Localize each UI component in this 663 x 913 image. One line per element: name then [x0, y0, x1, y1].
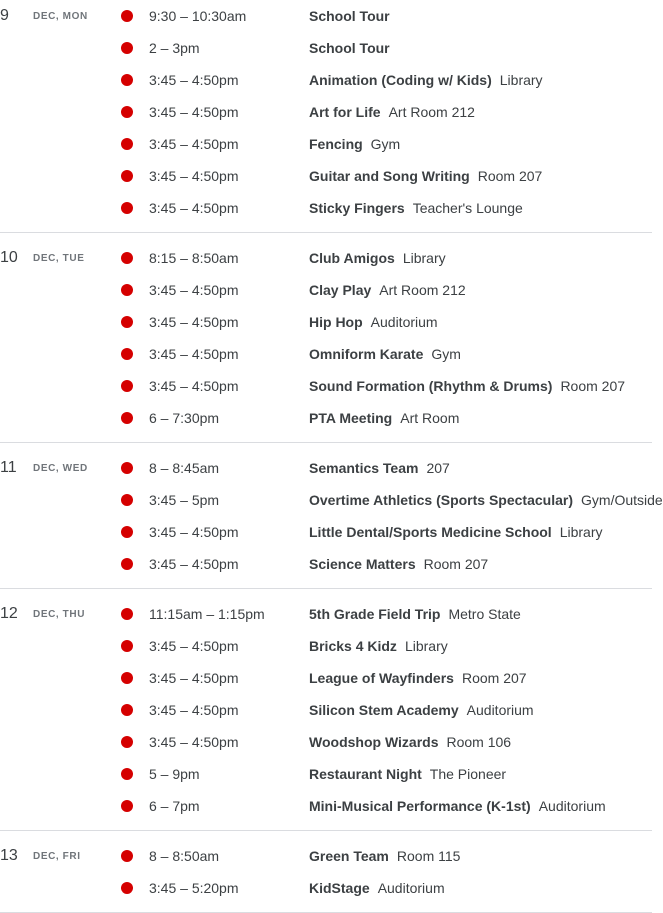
event-time: 3:45 – 4:50pm — [149, 104, 239, 120]
event-location: Library — [404, 638, 448, 654]
event-title: Bricks 4 Kidz — [309, 638, 397, 654]
event-time: 3:45 – 4:50pm — [149, 524, 239, 540]
day-number[interactable]: 10 — [0, 249, 18, 266]
event-time: 3:45 – 4:50pm — [149, 346, 239, 362]
event-row[interactable] — [0, 662, 652, 694]
event-location: Room 207 — [560, 378, 626, 394]
event-title: Art for Life — [309, 104, 381, 120]
event-title: Overtime Athletics (Sports Spectacular) — [309, 492, 574, 508]
event-location: Library — [499, 72, 543, 88]
event-time: 5 – 9pm — [149, 766, 200, 782]
event-color-dot-icon — [121, 10, 133, 22]
event-title: Club Amigos — [309, 250, 395, 266]
day-number[interactable]: 13 — [0, 847, 18, 864]
event-location: The Pioneer — [429, 766, 507, 782]
event-time: 3:45 – 4:50pm — [149, 734, 239, 750]
event-location: Room 207 — [461, 670, 527, 686]
event-time: 3:45 – 4:50pm — [149, 378, 239, 394]
event-location: Library — [402, 250, 446, 266]
agenda-day — [0, 589, 652, 831]
event-time: 2 – 3pm — [149, 40, 200, 56]
event-row[interactable] — [0, 452, 652, 484]
event-text — [309, 452, 450, 485]
event-text — [309, 484, 663, 517]
event-color-dot-icon — [121, 608, 133, 620]
event-row[interactable] — [0, 370, 652, 402]
event-color-dot-icon — [121, 412, 133, 424]
event-title: Silicon Stem Academy — [309, 702, 459, 718]
event-title: Little Dental/Sports Medicine School — [309, 524, 552, 540]
event-text — [309, 274, 466, 307]
event-text — [309, 516, 603, 549]
event-color-dot-icon — [121, 494, 133, 506]
event-time: 3:45 – 4:50pm — [149, 168, 239, 184]
day-number[interactable]: 12 — [0, 605, 18, 622]
event-title: Guitar and Song Writing — [309, 168, 470, 184]
event-title: League of Wayfinders — [309, 670, 454, 686]
event-text — [309, 306, 438, 339]
event-text — [309, 726, 511, 759]
event-location: 207 — [426, 460, 450, 476]
event-text — [309, 790, 606, 823]
event-row[interactable] — [0, 0, 652, 32]
day-label: DEC, TUE — [33, 253, 85, 264]
event-time: 8 – 8:45am — [149, 460, 220, 476]
event-time: 8:15 – 8:50am — [149, 250, 239, 266]
event-title: School Tour — [309, 40, 390, 56]
event-location: Auditorium — [370, 314, 438, 330]
event-row[interactable] — [0, 242, 652, 274]
event-location: Auditorium — [466, 702, 534, 718]
event-title: Hip Hop — [309, 314, 363, 330]
event-color-dot-icon — [121, 800, 133, 812]
event-row[interactable] — [0, 128, 652, 160]
event-row[interactable] — [0, 630, 652, 662]
day-label: DEC, THU — [33, 609, 86, 620]
event-color-dot-icon — [121, 640, 133, 652]
event-text — [309, 630, 448, 663]
event-color-dot-icon — [121, 672, 133, 684]
event-time: 3:45 – 4:50pm — [149, 72, 239, 88]
event-title: Animation (Coding w/ Kids) — [309, 72, 492, 88]
event-title: Fencing — [309, 136, 363, 152]
event-text — [309, 662, 527, 695]
event-row[interactable] — [0, 32, 652, 64]
event-text — [309, 758, 506, 791]
event-title: Semantics Team — [309, 460, 419, 476]
day-label: DEC, FRI — [33, 851, 81, 862]
event-time: 3:45 – 4:50pm — [149, 556, 239, 572]
event-time: 9:30 – 10:30am — [149, 8, 247, 24]
event-location: Gym — [370, 136, 401, 152]
event-text — [309, 64, 543, 97]
event-title: School Tour — [309, 8, 390, 24]
event-title: Mini-Musical Performance (K-1st) — [309, 798, 531, 814]
event-color-dot-icon — [121, 202, 133, 214]
event-location: Room 115 — [396, 848, 461, 864]
event-text — [309, 872, 445, 905]
event-time: 3:45 – 4:50pm — [149, 200, 239, 216]
event-location: Auditorium — [538, 798, 606, 814]
event-time: 3:45 – 4:50pm — [149, 314, 239, 330]
event-row[interactable] — [0, 726, 652, 758]
event-title: PTA Meeting — [309, 410, 393, 426]
event-title: KidStage — [309, 880, 370, 896]
event-row[interactable] — [0, 790, 652, 822]
event-title: Restaurant Night — [309, 766, 422, 782]
event-location: Gym — [431, 346, 461, 362]
event-color-dot-icon — [121, 558, 133, 570]
agenda-day — [0, 831, 652, 913]
event-time: 6 – 7pm — [149, 798, 200, 814]
event-title: Sticky Fingers — [309, 200, 405, 216]
event-time: 3:45 – 4:50pm — [149, 638, 239, 654]
event-row[interactable] — [0, 64, 652, 96]
day-label: DEC, MON — [33, 11, 88, 22]
event-time: 3:45 – 4:50pm — [149, 670, 239, 686]
event-location: Teacher's Lounge — [412, 200, 523, 216]
day-number[interactable]: 9 — [0, 7, 9, 24]
event-color-dot-icon — [121, 526, 133, 538]
agenda-day — [0, 233, 652, 443]
event-time: 11:15am – 1:15pm — [149, 606, 265, 622]
event-title: Sound Formation (Rhythm & Drums) — [309, 378, 553, 394]
event-row[interactable] — [0, 872, 652, 904]
day-label: DEC, WED — [33, 463, 88, 474]
event-color-dot-icon — [121, 882, 133, 894]
agenda-day — [0, 0, 652, 233]
event-title: Science Matters — [309, 556, 416, 572]
event-row[interactable] — [0, 306, 652, 338]
event-location: Art Room 212 — [388, 104, 475, 120]
event-title: Woodshop Wizards — [309, 734, 439, 750]
event-color-dot-icon — [121, 252, 133, 264]
event-color-dot-icon — [121, 316, 133, 328]
event-text — [309, 128, 400, 161]
event-time: 6 – 7:30pm — [149, 410, 220, 426]
event-row[interactable] — [0, 840, 652, 872]
event-color-dot-icon — [121, 768, 133, 780]
event-location: Library — [559, 524, 603, 540]
event-row[interactable] — [0, 402, 652, 434]
event-text — [309, 548, 488, 581]
event-text — [309, 338, 461, 371]
event-time: 3:45 – 5pm — [149, 492, 220, 508]
event-row[interactable] — [0, 548, 652, 580]
day-number[interactable]: 11 — [0, 459, 17, 476]
event-location: Room 207 — [477, 168, 543, 184]
event-color-dot-icon — [121, 736, 133, 748]
event-text — [309, 402, 459, 435]
event-time: 3:45 – 4:50pm — [149, 136, 239, 152]
event-color-dot-icon — [121, 348, 133, 360]
event-text — [309, 96, 475, 129]
event-time: 3:45 – 4:50pm — [149, 702, 239, 718]
event-title: 5th Grade Field Trip — [309, 606, 441, 622]
event-text — [309, 242, 446, 275]
event-color-dot-icon — [121, 42, 133, 54]
event-title: Green Team — [309, 848, 389, 864]
event-text — [309, 160, 542, 193]
event-title: Omniform Karate — [309, 346, 424, 362]
event-color-dot-icon — [121, 462, 133, 474]
event-time: 3:45 – 4:50pm — [149, 282, 239, 298]
event-text — [309, 192, 523, 225]
event-text — [309, 370, 625, 403]
event-text — [309, 840, 460, 873]
event-row[interactable] — [0, 338, 652, 370]
agenda-day — [0, 443, 663, 589]
event-color-dot-icon — [121, 138, 133, 150]
event-row[interactable] — [0, 758, 652, 790]
event-location: Metro State — [448, 606, 521, 622]
event-row[interactable] — [0, 192, 652, 224]
event-time: 3:45 – 5:20pm — [149, 880, 239, 896]
event-color-dot-icon — [121, 170, 133, 182]
event-location: Gym/Outside — [581, 492, 663, 508]
event-row[interactable] — [0, 598, 652, 630]
event-text — [309, 0, 390, 33]
event-row[interactable] — [0, 694, 652, 726]
event-location: Room 207 — [423, 556, 489, 572]
event-location: Auditorium — [377, 880, 445, 896]
event-text — [309, 694, 534, 727]
event-location: Art Room — [400, 410, 460, 426]
event-color-dot-icon — [121, 704, 133, 716]
event-color-dot-icon — [121, 106, 133, 118]
event-color-dot-icon — [121, 74, 133, 86]
event-time: 8 – 8:50am — [149, 848, 220, 864]
event-row[interactable] — [0, 484, 663, 516]
event-text — [309, 32, 390, 65]
event-text — [309, 598, 521, 631]
event-title: Clay Play — [309, 282, 372, 298]
event-color-dot-icon — [121, 380, 133, 392]
event-row[interactable] — [0, 274, 652, 306]
event-row[interactable] — [0, 160, 652, 192]
event-location: Art Room 212 — [379, 282, 466, 298]
event-location: Room 106 — [446, 734, 512, 750]
event-row[interactable] — [0, 96, 652, 128]
event-row[interactable] — [0, 516, 652, 548]
event-color-dot-icon — [121, 850, 133, 862]
event-color-dot-icon — [121, 284, 133, 296]
